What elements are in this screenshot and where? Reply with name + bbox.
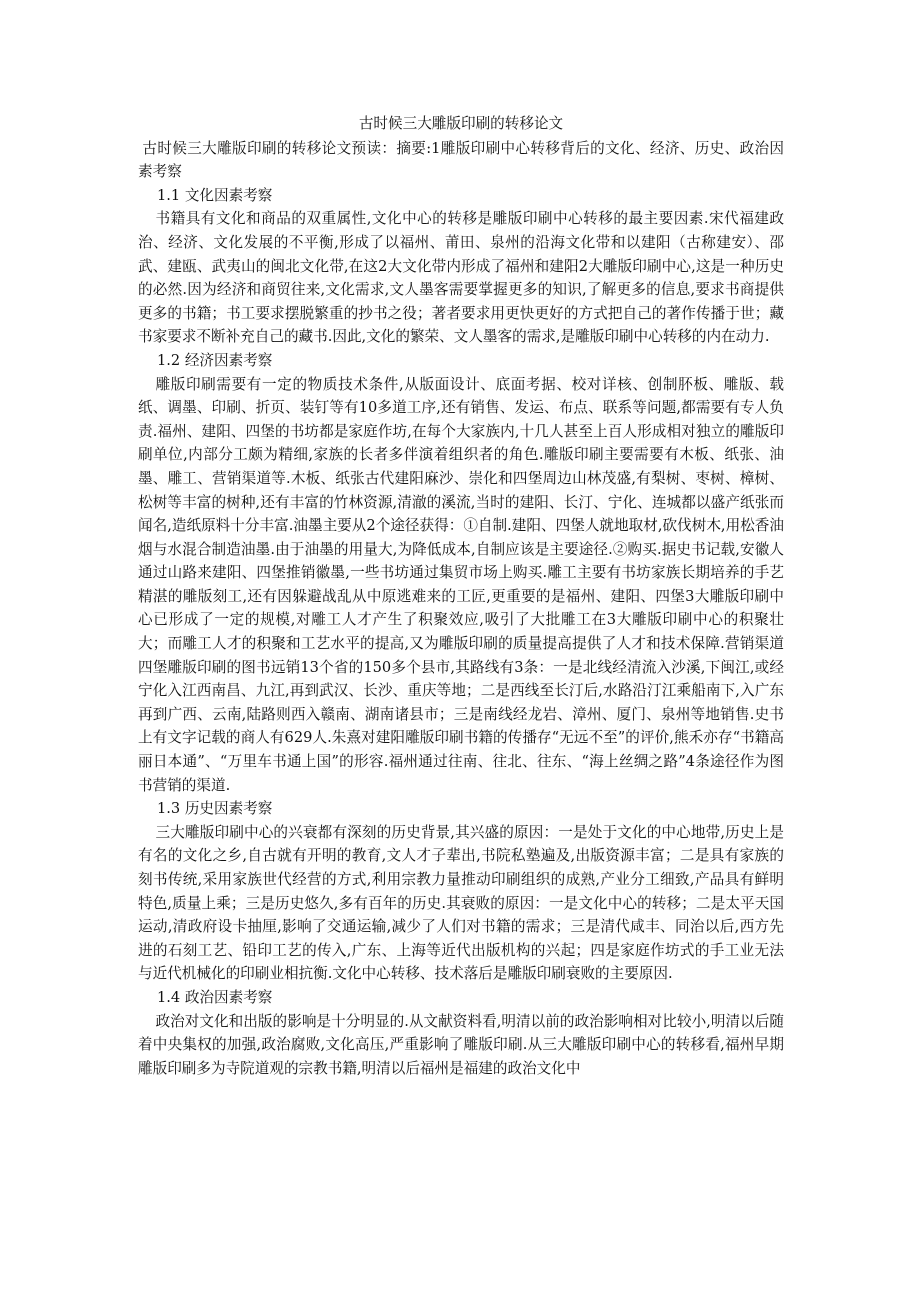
section-body-culture: 书籍具有文化和商品的双重属性,文化中心的转移是雕版印刷中心转移的最主要因素.宋代福建政治、经济、文化发展的不平衡,形成了以福州、莆田、泉州的沿海文化带和以建阳（古称建安）、邵武、建瓯、武夷山的闽北文化带,在这2大文化带内形成了福州和建阳2大雕版印刷中心,这是一种历史的必然.因为经济和商贸往来,文化需求,文人墨客需要掌握更多的知识,了解更多的信息,要求书商提供更多的书籍；书工要求摆脱繁重的抄书之役；著者要求用更快更好的方式把自己的著作传播于世；藏书家要求不断补充自己的藏书.因此,文化的繁荣、文人墨客的需求,是雕版印刷中心转移的内在动力.: [138, 210, 784, 346]
section-heading-economy: 1.2 经济因素考察: [156, 351, 273, 369]
section-body-history: 三大雕版印刷中心的兴衰都有深刻的历史背景,其兴盛的原因：一是处于文化的中心地带,历史上是有名的文化之乡,自古就有开明的教育,文人才子辈出,书院私塾遍及,出版资源丰富；二是具有家族的刻书传统,采用家族世代经营的方式,利用宗教力量推动印刷组织的成熟,产业分工细致,产品具有鲜明特色,质量上乘；三是历史悠久,多有百年的历史.其衰败的原因：一是文化中心的转移；二是太平天国运动,清政府设卡抽厘,影响了交通运输,减少了人们对书籍的需求；三是清代咸丰、同治以后,西方先进的石刻工艺、铅印工艺的传入,广东、上海等近代出版机构的兴起；四是家庭作坊式的手工业无法与近代机械化的印刷业相抗衡.文化中心转移、技术落后是雕版印刷衰败的主要原因.: [138, 823, 784, 983]
document-page: [138, 112, 784, 1080]
section-body-politics: 政治对文化和出版的影响是十分明显的.从文献资料看,明清以前的政治影响相对比较小,明清以后随着中央集权的加强,政治腐败,文化高压,严重影响了雕版印刷.从三大雕版印刷中心的转移看,福州早期雕版印刷多为寺院道观的宗教书籍,明清以后福州是福建的政治文化中: [138, 1012, 784, 1077]
document-title: 古时候三大雕版印刷的转移论文: [358, 115, 564, 132]
intro-paragraph: 古时候三大雕版印刷的转移论文预读：摘要:1雕版印刷中心转移背后的文化、经济、历史、政治因素考察: [138, 139, 784, 181]
section-body-economy: 雕版印刷需要有一定的物质技术条件,从版面设计、底面考据、校对详核、创制肧板、雕版、载纸、调墨、印刷、折页、装钉等有10多道工序,还有销售、发运、布点、联系等问题,都需要有专人负责.福州、建阳、四堡的书坊都是家庭作坊,在每个大家族内,十几人甚至上百人形成相对独立的雕版印刷单位,内部分工颇为精细,家族的长者多伴演着组织者的角色.雕版印刷主要需要有木板、纸张、油墨、雕工、营销渠道等.木板、纸张古代建阳麻沙、崇化和四堡周边山林茂盛,有梨树、枣树、樟树、松树等丰富的树种,还有丰富的竹林资源,清澈的溪流,当时的建阳、长汀、宁化、连城都以盛产纸张而闻名,造纸原料十分丰富.油墨主要从2个途径获得：①自制.建阳、四堡人就地取材,砍伐树木,用松香油烟与水混合制造油墨.由于油墨的用量大,为降低成本,自制应该是主要途径.②购买.据史书记载,安徽人通过山路来建阳、四堡推销徽墨,一些书坊通过集贸市场上购买.雕工主要有书坊家族长期培养的手艺精湛的雕版刻工,还有因躲避战乱从中原逃难来的工匠,更重要的是福州、建阳、四堡3大雕版印刷中心已形成了一定的规模,对雕工人才产生了积聚效应,吸引了大批雕工在3大雕版印刷中心的积聚壮大；而雕工人才的积聚和工艺水平的提高,又为雕版印刷的质量提高提供了人才和技术保障.营销渠道四堡雕版印刷的图书远销13个省的150多个县市,其路线有3条：一是北线经清流入沙溪,下闽江,或经宁化入江西南昌、九江,再到武汉、长沙、重庆等地；二是西线至长汀后,水路沿汀江乘船南下,入广东再到广西、云南,陆路则西入赣南、湖南诸县市；三是南线经龙岩、漳州、厦门、泉州等地销售.史书上有文字记载的商人有629人.朱熹对建阳雕版印刷书籍的传播存“无远不至”的评价,熊禾亦存“书籍高丽日本通”、“万里车书通上国”的形容.福州通过往南、往北、往东、“海上丝绸之路”4条途径作为图书营销的渠道.: [138, 375, 784, 794]
section-heading-culture: 1.1 文化因素考察: [156, 186, 273, 204]
section-heading-politics: 1.4 政治因素考察: [156, 988, 273, 1006]
section-heading-history: 1.3 历史因素考察: [156, 800, 273, 818]
